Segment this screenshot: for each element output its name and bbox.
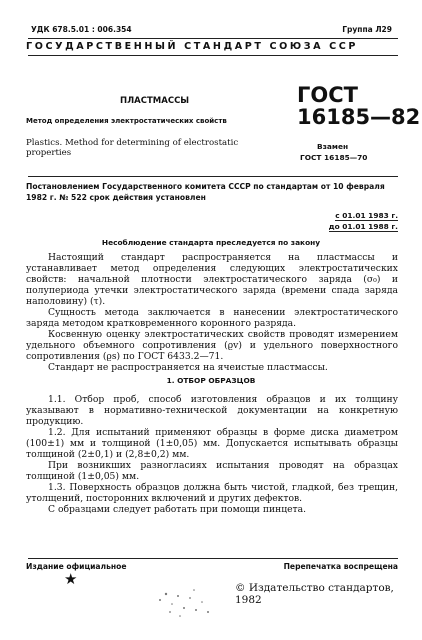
stamp-mark xyxy=(150,582,230,622)
section-paragraph: 1.3. Поверхность образцов должна быть чистой, гладкой, без трещин, утолщений, посторонних включений и других дефектов. xyxy=(26,482,398,504)
footer-rule xyxy=(28,558,398,559)
english-title: Plastics. Method for determining of electrostatic properties xyxy=(26,138,239,158)
publisher-line: © Издательство стандартов, 1982 xyxy=(235,582,394,606)
doc-title: ПЛАСТМАССЫ xyxy=(120,96,190,106)
date-to: до 01.01 1988 г. xyxy=(328,222,398,231)
instead-label: Взамен xyxy=(317,142,349,151)
decree-text: Постановлением Государственного комитета СССР по стандартам от 10 февраля 1982 г. № 522 срок действия установлен xyxy=(26,182,385,202)
section-paragraph: 1.2. Для испытаний применяют образцы в форме диска диаметром (100±1) мм и толщиной (1±0,05) мм. Допускается испытывать образцы толщиной (2±0,1) и (2,8±0,2) мм. xyxy=(26,427,398,460)
header-rule-top xyxy=(28,38,398,39)
section-text xyxy=(26,394,398,515)
section-paragraph: При возникших разногласиях испытания проводят на образцах толщиной (1±0,05) мм. xyxy=(26,460,398,482)
intro-paragraph: Сущность метода заключается в нанесении электростатического заряда методом кратковременного коронного разряда. xyxy=(26,307,398,329)
method-title: Метод определения электростатических свойств xyxy=(26,117,227,125)
header-title: ГОСУДАРСТВЕННЫЙ СТАНДАРТ СОЮЗА ССР xyxy=(26,41,359,52)
header-rule-bottom xyxy=(28,55,398,56)
intro-text xyxy=(26,252,398,373)
validity-dates xyxy=(329,210,398,232)
section-heading: 1. ОТБОР ОБРАЗЦОВ xyxy=(166,376,256,385)
gost-block xyxy=(297,84,420,128)
intro-paragraph: Стандарт не распространяется на ячеистые пластмассы. xyxy=(48,362,328,373)
group-code: Группа Л29 xyxy=(342,25,392,34)
date-from: с 01.01 1983 г. xyxy=(335,211,398,220)
gost-label: ГОСТ xyxy=(297,83,358,107)
gost-number: 16185—82 xyxy=(297,105,421,129)
section-paragraph: 1.1. Отбор проб, способ изготовления образцов и их толщину указывают в нормативно-технической документации на конкретную продукцию. xyxy=(26,394,398,427)
noncompliance-note: Несоблюдение стандарта преследуется по закону xyxy=(101,238,321,247)
official-edition: Издание официальное xyxy=(26,562,127,571)
udk-code: УДК 678.5.01 : 006.354 xyxy=(31,25,132,34)
intro-paragraph: Косвенную оценку электростатических свойств проводят измерением удельного объемного сопротивления (ϱv) и удельного поверхностного сопротивления (ϱs) по ГОСТ 6433.2—71. xyxy=(26,329,398,362)
section-paragraph: С образцами следует работать при помощи пинцета. xyxy=(48,504,307,515)
section-rule xyxy=(28,176,398,177)
instead-value: ГОСТ 16185—70 xyxy=(300,153,368,162)
star-icon: ★ xyxy=(64,572,78,588)
intro-paragraph: Настоящий стандарт распространяется на пластмассы и устанавливает метод определения следующих электростатических свойств: начальной плотности электростатического заряда (σ₀) и полупериода утечки электростатического заряда (времени спада заряда наполовину) (τ). xyxy=(26,252,398,307)
reprint-notice: Перепечатка воспрещена xyxy=(283,562,398,571)
